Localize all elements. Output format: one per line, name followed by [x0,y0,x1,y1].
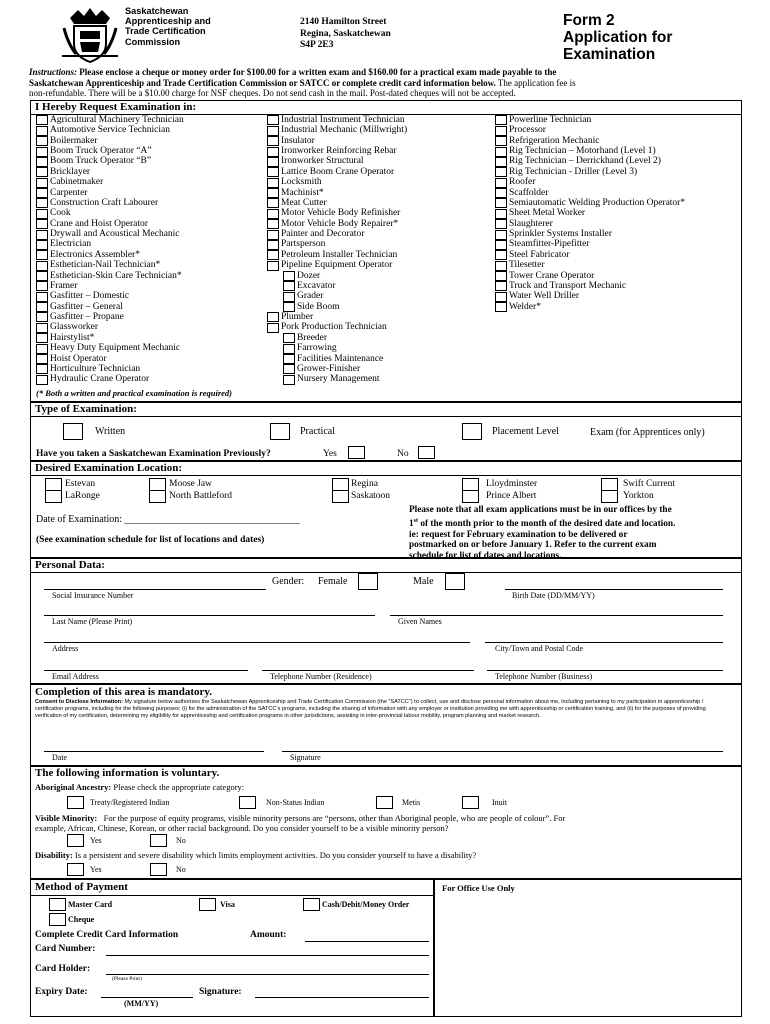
trade-checkbox[interactable] [495,147,507,157]
trade-option[interactable] [36,260,160,271]
trade-label: Processor [509,125,546,136]
trade-option[interactable] [36,125,170,136]
org-name: Saskatchewan Apprenticeship and Trade Certification Commission [125,6,211,47]
trade-label: Lattice Boom Crane Operator [281,166,395,177]
trade-label: Hoist Operator [50,353,107,364]
trade-label: Esthetician-Skin Care Technician* [50,270,182,281]
trade-checkbox[interactable] [36,261,48,271]
trade-checkbox[interactable] [36,250,48,260]
trade-checkbox[interactable] [495,219,507,229]
tel-business-field[interactable] [487,670,723,671]
location-label: Saskatoon [351,491,391,501]
office-use-box [434,879,742,1017]
trade-option[interactable] [267,146,397,157]
trade-option[interactable] [283,281,336,292]
trade-label: Electronics Assembler* [50,249,140,260]
trade-option[interactable] [267,322,387,333]
city-field[interactable] [485,642,723,643]
ancestry-treaty-checkbox[interactable] [67,796,84,809]
trade-checkbox[interactable] [36,375,48,385]
trade-label: Farrowing [297,343,337,354]
trade-checkbox[interactable] [36,281,48,291]
trade-option[interactable] [36,177,103,188]
completion-date-field[interactable] [44,751,264,752]
card-holder-field[interactable] [106,974,429,975]
trade-option[interactable] [267,125,407,136]
trade-option[interactable] [267,260,392,271]
trade-option[interactable] [36,198,158,209]
location-heading: Desired Examination Location: [35,462,183,474]
trade-option[interactable] [36,354,107,365]
trade-checkbox[interactable] [283,333,295,343]
trade-label: Esthetician-Nail Technician* [50,260,161,271]
trade-checkbox[interactable] [495,136,507,146]
personal-section [30,558,742,684]
last-name-field[interactable] [44,615,375,616]
schedule-note: (See examination schedule for list of locations and dates) [36,535,265,545]
payment-heading: Method of Payment [35,881,128,893]
sin-field[interactable] [44,589,266,590]
trade-option[interactable] [495,302,541,313]
trade-label: Boom Truck Operator “B” [50,156,152,167]
trade-checkbox[interactable] [495,188,507,198]
trade-checkbox[interactable] [267,198,279,208]
gender-male-checkbox[interactable] [445,573,465,590]
trade-option[interactable] [495,115,591,126]
trade-label: Petroleum Installer Technician [281,249,398,260]
exam-practical-checkbox[interactable] [270,423,290,440]
trade-label: Sprinkler Systems Installer [509,229,612,240]
trade-checkbox[interactable] [36,271,48,281]
trade-option[interactable] [267,188,324,199]
trade-option[interactable] [495,281,626,292]
amount-field[interactable] [305,941,429,942]
trade-checkbox[interactable] [36,136,48,146]
trade-option[interactable] [283,333,327,344]
trade-label: Powerline Technician [509,115,592,125]
pay-visa-checkbox[interactable] [199,898,216,911]
trade-option[interactable] [495,125,546,136]
trade-label: Rig Technician – Motorhand (Level 1) [509,146,656,157]
exam-practical-option[interactable]: Practical [270,423,335,440]
trade-checkbox[interactable] [267,126,279,136]
trade-checkbox[interactable] [283,354,295,364]
trade-checkbox[interactable] [267,157,279,167]
location-label: LaRonge [65,491,100,501]
trade-option[interactable] [36,302,123,313]
visible-minority-text: Visible Minority: For the purpose of equity programs, visible minority persons are “persons, other than Aboriginal people, who are people of colour”. For example, African, Chinese, Korean, or other racial background. Do you consider yourself to be a visible minority person? [35,813,566,833]
voluntary-heading: The following information is voluntary. [35,767,220,779]
trade-option[interactable] [267,219,398,230]
trade-checkbox[interactable] [495,198,507,208]
trade-label: Steel Fabricator [509,249,570,260]
location-label: Lloydminster [486,479,538,489]
trade-option[interactable] [495,208,585,219]
trade-checkbox[interactable] [36,333,48,343]
location-checkbox[interactable] [462,490,479,503]
trade-option[interactable] [36,333,94,344]
location-checkbox[interactable] [332,490,349,503]
location-label: Swift Current [623,479,675,489]
trade-label: Sheet Metal Worker [509,208,586,219]
trade-label: Grower-Finisher [297,363,361,374]
ancestry-metis-checkbox[interactable] [376,796,393,809]
tel-residence-field[interactable] [262,670,474,671]
apprentice-note: Exam (for Apprentices only) [590,427,705,438]
trade-checkbox[interactable] [267,188,279,198]
trade-checkbox[interactable] [495,281,507,291]
trade-option[interactable] [267,156,364,167]
instructions: Instructions: Please enclose a cheque or money order for $100.00 for a written exam and $160.00 for a practical exam made payable to the Saskatchewan Apprenticeship and Trade Certification Commission or SATCC or complete credit card information below. The application fee is non-refundable. There will be a $10.00 charge for NSF cheques. Do not send cash in the mail. Post-dated cheques will not be accepted. [29,67,576,98]
email-field[interactable] [44,670,248,671]
trade-label: Meat Cutter [281,197,327,208]
trade-option[interactable] [283,364,360,375]
exam-type-heading: Type of Examination: [35,403,137,415]
exam-written-checkbox[interactable] [63,423,83,440]
trade-option[interactable] [36,271,182,282]
trade-option[interactable] [36,343,180,354]
consent-text: Consent to Disclose Information: My signature below authorizes the Saskatchewan Apprenticeship and Trade Certification Commission (the “SATCC”) to collect, use and disclose personal information about me, including pertaining to my participation in apprenticeship / certification programs, including for the following purposes: (i) for the administration of the SATCC’s programs, including the sharing of information with any employer or institution providing me with apprenticeship or certification training, and (ii) for the purposes of providing verification of my certification, determining my eligibility for apprenticeship and certification programs in other jurisdictions, assisting in inter-provincial labour mobility, program planning and market research. [35,699,706,719]
previous-yes-checkbox[interactable] [348,446,365,459]
trade-checkbox[interactable] [495,250,507,260]
trade-checkbox[interactable] [495,271,507,281]
org-address: 2140 Hamilton Street Regina, Saskatchewan S4P 2E3 [300,17,391,50]
trade-label: Ironworker Reinforcing Rebar [281,146,397,157]
trade-checkbox[interactable] [495,209,507,219]
trade-option[interactable] [495,291,579,302]
trade-option[interactable] [36,322,98,333]
trade-option[interactable] [495,219,553,230]
trade-label: Industrial Instrument Technician [281,115,405,125]
trade-option[interactable] [283,302,340,313]
location-label: Yorkton [623,491,654,501]
trade-label: Gasfitter – Propane [50,312,124,323]
trade-option[interactable] [495,260,545,271]
previous-exam-question: Have you taken a Saskatchewan Examination Previously? [36,449,271,459]
trade-label: Partsperson [281,239,326,250]
completion-heading: Completion of this area is mandatory. [35,686,213,698]
trade-label: Roofer [509,177,536,188]
completion-signature-field[interactable] [282,751,723,752]
trade-option[interactable] [267,177,322,188]
exam-placement-checkbox[interactable] [462,423,482,440]
exam-written-option[interactable]: Written [63,423,125,440]
location-label: Estevan [65,479,96,489]
trade-label: Glassworker [50,322,99,333]
trade-checkbox[interactable] [495,157,507,167]
trade-checkbox[interactable] [267,178,279,188]
satcc-logo [60,4,120,64]
trade-label: Cabinetmaker [50,177,104,188]
trade-checkbox[interactable] [267,115,279,125]
disability-text: Disability: Is a persistent and severe disability which limits employment activities. Do you consider yourself to have a disability? [35,850,477,860]
trade-label: Rig Technician – Derrickhand (Level 2) [509,156,661,167]
trade-option[interactable] [36,208,71,219]
trade-label: Hydraulic Crane Operator [50,374,150,385]
ancestry-inuit-checkbox[interactable] [462,796,479,809]
trade-checkbox[interactable] [36,198,48,208]
trade-label: Crane and Hoist Operator [50,218,148,229]
trade-label: Refrigeration Mechanic [509,135,600,146]
trade-checkbox[interactable] [283,281,295,291]
trade-option[interactable] [283,374,380,385]
trade-option[interactable] [267,208,400,219]
trade-label: Painter and Decorator [281,229,365,240]
trade-option[interactable] [283,291,323,302]
trade-option[interactable] [36,167,90,178]
trade-label: Hairstylist* [50,332,95,343]
trade-label: Truck and Transport Mechanic [509,280,627,291]
trade-option[interactable] [36,188,87,199]
exam-date-field[interactable]: Date of Examination: ___________________________________ [36,514,300,525]
trade-label: Bricklayer [50,166,91,177]
trade-label: Water Well Driller [509,291,580,302]
trade-checkbox[interactable] [283,302,295,312]
trade-label: Agricultural Machinery Technician [50,115,184,125]
trade-label: Breeder [297,332,328,343]
trade-option[interactable] [267,239,325,250]
trade-checkbox[interactable] [36,147,48,157]
trade-option[interactable] [283,271,320,282]
pay-cheque-checkbox[interactable] [49,913,66,926]
trade-label: Slaughterer [509,218,553,229]
trade-checkbox[interactable] [36,354,48,364]
trade-checkbox[interactable] [36,167,48,177]
trade-checkbox[interactable] [36,292,48,302]
trade-checkbox[interactable] [267,147,279,157]
trade-option[interactable] [36,146,152,157]
trade-checkbox[interactable] [283,292,295,302]
trade-label: Facilities Maintenance [297,353,384,364]
trade-option[interactable] [36,219,148,230]
trade-checkbox[interactable] [495,302,507,312]
trade-label: Ironworker Structural [281,156,364,167]
birth-date-field[interactable] [505,589,723,590]
trade-label: Semiautomatic Welding Production Operator* [509,197,686,208]
trade-label: Carpenter [50,187,88,198]
trade-label: Insulator [281,135,315,146]
trade-checkbox[interactable] [36,302,48,312]
trade-label: Industrial Mechanic (Millwright) [281,125,408,136]
request-heading: I Hereby Request Examination in: [35,101,197,113]
given-names-field[interactable] [390,615,723,616]
trade-checkbox[interactable] [283,344,295,354]
trade-label: Tilesetter [509,260,545,271]
trade-label: Gasfitter – Domestic [50,291,130,302]
trade-label: Automotive Service Technician [50,125,170,136]
trade-checkbox[interactable] [36,240,48,250]
trade-label: Machinist* [281,187,324,198]
exam-placement-option[interactable]: Placement Level [462,423,559,440]
trade-checkbox[interactable] [267,230,279,240]
payment-signature-field[interactable] [255,997,429,998]
trade-checkbox[interactable] [267,167,279,177]
trade-label: Gasfitter – General [50,301,123,312]
cc-info-label: Complete Credit Card Information [35,930,179,940]
trade-option[interactable] [36,115,184,126]
trade-checkbox[interactable] [267,136,279,146]
trade-option[interactable] [495,239,590,250]
trade-checkbox[interactable] [495,261,507,271]
trade-option[interactable] [495,188,548,199]
ancestry-nonstatus-checkbox[interactable] [239,796,256,809]
trade-option[interactable] [495,271,594,282]
location-label: Regina [351,479,378,489]
trade-checkbox[interactable] [36,219,48,229]
trade-checkbox[interactable] [267,209,279,219]
trade-option[interactable] [267,229,364,240]
trade-label: Electrician [50,239,92,250]
trade-option[interactable] [283,343,337,354]
trade-label: Scaffolder [509,187,549,198]
form-title: Form 2 Application for Examination [563,12,673,63]
trade-label: Nursery Management [297,374,380,385]
trade-option[interactable] [495,198,685,209]
trade-option[interactable] [495,250,569,261]
trade-option[interactable] [283,354,383,365]
deadline-notice: Please note that all exam applications must be in our offices by the 1st of the month prior to the month of the desired date and location. ie: request for February examination to be delivered or postmarked on or before January 1. Refer to the current exam schedule for list of dates and locations. [409,505,676,562]
disability-no-checkbox[interactable] [150,863,167,876]
trade-option[interactable] [36,291,129,302]
trade-option[interactable] [36,239,91,250]
trade-checkbox[interactable] [267,250,279,260]
trade-label: Construction Craft Labourer [50,197,159,208]
trade-option[interactable] [36,364,140,375]
pay-mastercard-checkbox[interactable] [49,898,66,911]
location-checkbox[interactable] [45,490,62,503]
trade-option[interactable] [36,156,151,167]
trade-label: Pork Production Technician [281,322,387,333]
trade-option[interactable] [36,250,140,261]
trade-checkbox[interactable] [283,364,295,374]
trade-label: Framer [50,280,78,291]
trade-checkbox[interactable] [267,219,279,229]
trade-label: Side Boom [297,301,340,312]
location-checkbox[interactable] [601,490,618,503]
trade-checkbox[interactable] [267,261,279,271]
trade-label: Boilermaker [50,135,98,146]
trade-label: Locksmith [281,177,322,188]
trade-label: Plumber [281,312,314,323]
trade-option[interactable] [36,136,97,147]
trade-label: Cook [50,208,71,219]
trade-checkbox[interactable] [36,364,48,374]
office-use-label: For Office Use Only [442,883,515,893]
expiry-field[interactable] [101,997,193,998]
trade-label: Grader [297,291,324,302]
location-checkbox[interactable] [149,490,166,503]
trade-checkbox[interactable] [36,126,48,136]
trade-checkbox[interactable] [36,344,48,354]
trade-checkbox[interactable] [495,230,507,240]
gender-female-checkbox[interactable] [358,573,378,590]
trade-label: Tower Crane Operator [509,270,595,281]
location-label: North Battleford [169,491,233,501]
trade-option[interactable] [495,177,535,188]
trade-checkbox[interactable] [495,115,507,125]
trade-checkbox[interactable] [495,126,507,136]
trade-label: Heavy Duty Equipment Mechanic [50,343,181,354]
trade-label: Steamfitter-Pipefitter [509,239,590,250]
minority-yes-checkbox[interactable] [67,834,84,847]
trade-checkbox[interactable] [36,209,48,219]
trade-label: Motor Vehicle Body Refinisher [281,208,401,219]
pay-cash-checkbox[interactable] [303,898,320,911]
trade-checkbox[interactable] [36,188,48,198]
trade-checkbox[interactable] [267,323,279,333]
trade-checkbox[interactable] [36,230,48,240]
card-number-field[interactable] [106,955,429,956]
trade-option[interactable] [36,312,124,323]
location-label: Moose Jaw [169,479,213,489]
personal-heading: Personal Data: [35,559,105,571]
trade-checkbox[interactable] [267,240,279,250]
trade-checkbox[interactable] [283,375,295,385]
trade-option[interactable] [267,312,313,323]
trade-label: Pipeline Equipment Operator [281,260,393,271]
trade-checkbox[interactable] [36,178,48,188]
trade-checkbox[interactable] [495,167,507,177]
trade-option[interactable] [495,156,661,167]
trade-option[interactable] [267,250,397,261]
trade-label: Boom Truck Operator “A” [50,146,152,157]
trade-checkbox[interactable] [267,312,279,322]
trade-checkbox[interactable] [495,292,507,302]
trade-checkbox[interactable] [495,178,507,188]
request-footnote: (* Both a written and practical examination is required) [36,388,232,398]
trade-option[interactable] [36,229,180,240]
disability-yes-checkbox[interactable] [67,863,84,876]
trade-label: Excavator [297,280,336,291]
trade-label: Horticulture Technician [50,363,141,374]
trade-checkbox[interactable] [36,115,48,125]
location-label: Prince Albert [486,491,537,501]
previous-no-checkbox[interactable] [418,446,435,459]
trade-option[interactable] [36,374,149,385]
trade-label: Welder* [509,301,541,312]
trade-checkbox[interactable] [36,323,48,333]
trade-label: Drywall and Acoustical Mechanic [50,229,180,240]
trade-checkbox[interactable] [283,271,295,281]
trade-checkbox[interactable] [36,157,48,167]
trade-checkbox[interactable] [495,240,507,250]
address-field[interactable] [44,642,470,643]
trade-label: Rig Technician - Driller (Level 3) [509,166,638,177]
trade-label: Motor Vehicle Body Repairer* [281,218,399,229]
minority-no-checkbox[interactable] [150,834,167,847]
trade-option[interactable] [267,167,394,178]
trade-checkbox[interactable] [36,312,48,322]
trade-label: Dozer [297,270,321,281]
